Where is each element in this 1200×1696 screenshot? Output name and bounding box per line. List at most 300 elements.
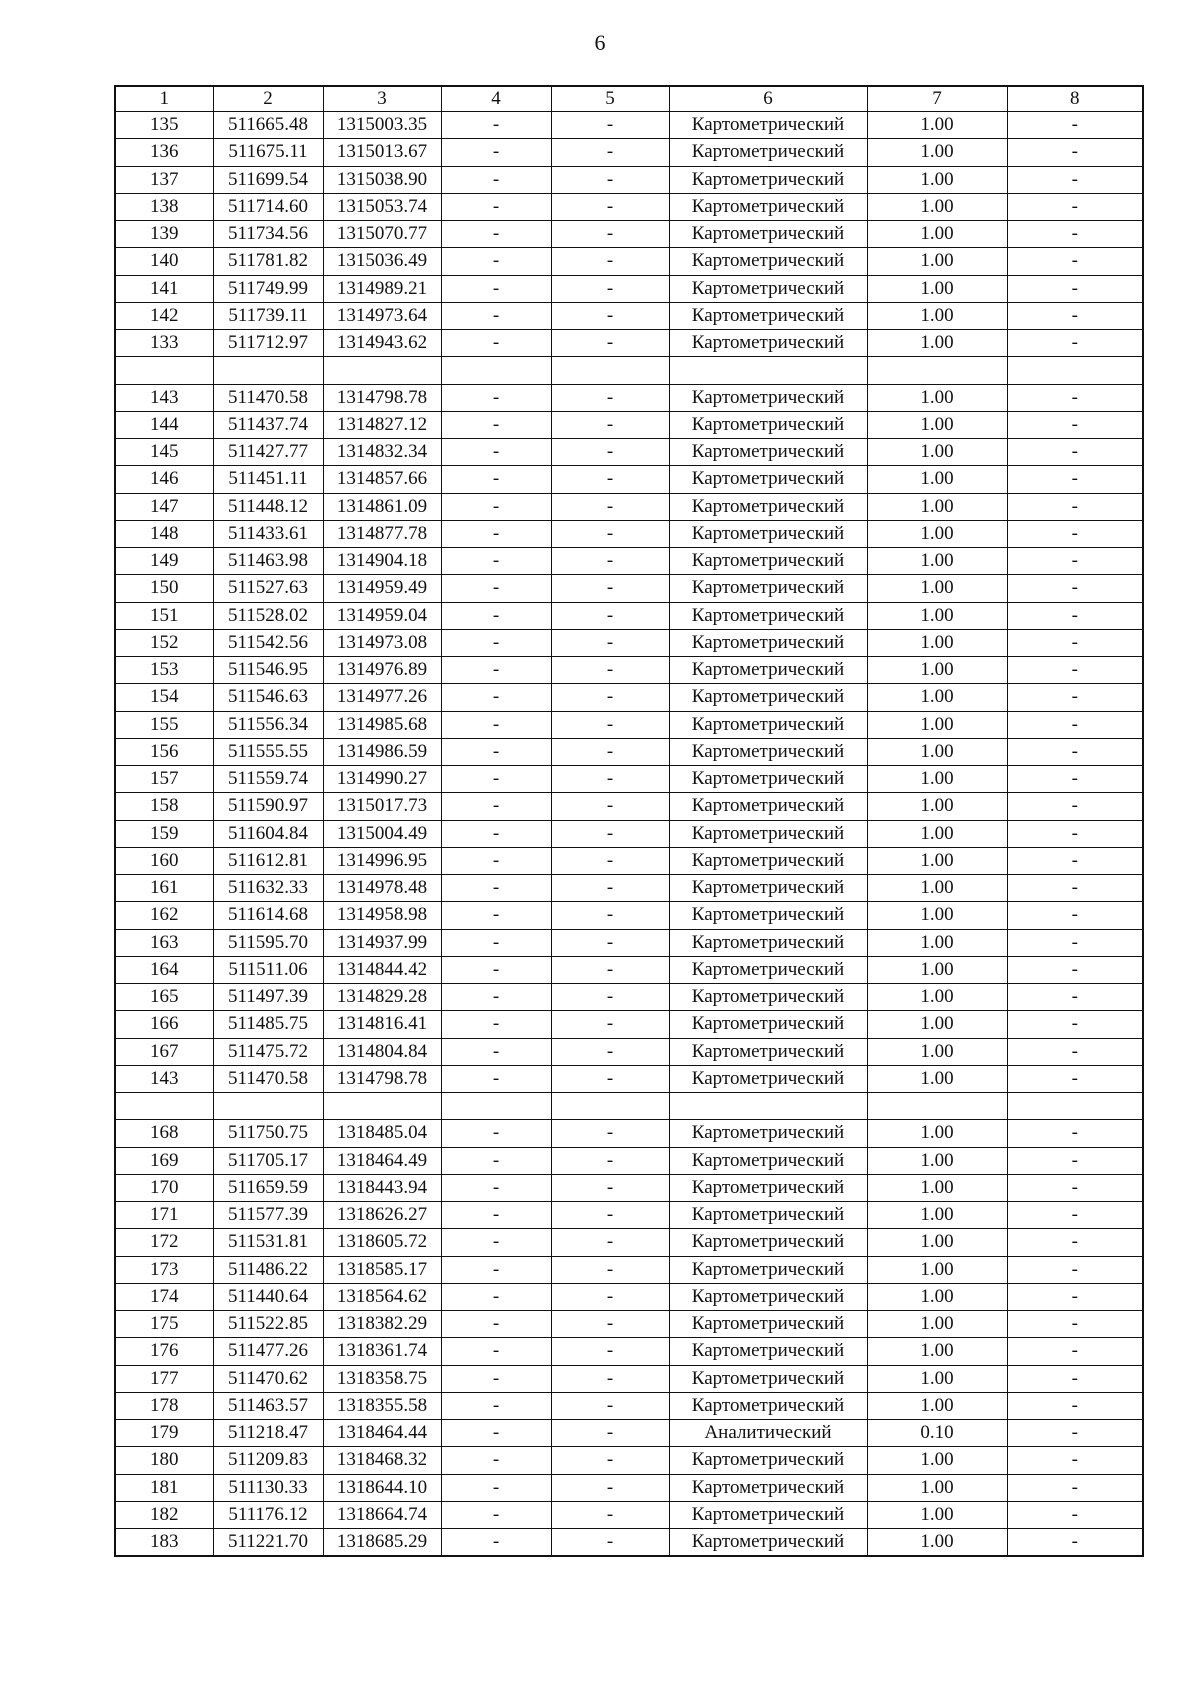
method-cell: Картометрический: [669, 1147, 867, 1174]
column-8-cell: -: [1007, 575, 1143, 602]
table-row: [115, 302, 1143, 329]
column-8-cell: -: [1007, 1120, 1143, 1147]
column-5-cell: -: [551, 1147, 669, 1174]
x-coordinate-cell: 511475.72: [213, 1038, 323, 1065]
column-4-cell: -: [441, 493, 551, 520]
point-number-cell: 135: [115, 112, 213, 139]
accuracy-cell: 1.00: [867, 1120, 1007, 1147]
accuracy-cell: 1.00: [867, 139, 1007, 166]
point-number-cell: 155: [115, 711, 213, 738]
column-4-cell: -: [441, 902, 551, 929]
accuracy-cell: 1.00: [867, 112, 1007, 139]
column-5-cell: -: [551, 1420, 669, 1447]
column-5-cell: -: [551, 302, 669, 329]
y-coordinate-cell: 1314943.62: [323, 330, 441, 357]
point-number-cell: 141: [115, 275, 213, 302]
method-cell: Картометрический: [669, 1365, 867, 1392]
accuracy-cell: 1.00: [867, 1447, 1007, 1474]
table-row: [115, 139, 1143, 166]
column-8-cell: -: [1007, 684, 1143, 711]
point-number-cell: 140: [115, 248, 213, 275]
accuracy-cell: 1.00: [867, 1038, 1007, 1065]
column-8-cell: -: [1007, 956, 1143, 983]
method-cell: Картометрический: [669, 1311, 867, 1338]
table-header-row: [115, 86, 1143, 112]
column-4-cell: -: [441, 411, 551, 438]
y-coordinate-cell: 1315004.49: [323, 820, 441, 847]
column-8-cell: -: [1007, 193, 1143, 220]
method-cell: Картометрический: [669, 793, 867, 820]
y-coordinate-cell: 1314857.66: [323, 466, 441, 493]
column-8-cell: -: [1007, 1392, 1143, 1419]
method-cell: Картометрический: [669, 520, 867, 547]
column-8-cell: -: [1007, 1065, 1143, 1092]
method-cell: Картометрический: [669, 1501, 867, 1528]
table-row: [115, 221, 1143, 248]
y-coordinate-cell: 1315038.90: [323, 166, 441, 193]
method-cell: Картометрический: [669, 439, 867, 466]
table-row: [115, 1365, 1143, 1392]
column-4-cell: -: [441, 1256, 551, 1283]
table-row: [115, 575, 1143, 602]
y-coordinate-cell: 1314798.78: [323, 1065, 441, 1092]
accuracy-cell: 1.00: [867, 548, 1007, 575]
point-number-cell: 147: [115, 493, 213, 520]
method-cell: Картометрический: [669, 1011, 867, 1038]
point-number-cell: 175: [115, 1311, 213, 1338]
accuracy-cell: 1.00: [867, 629, 1007, 656]
y-coordinate-cell: 1314973.08: [323, 629, 441, 656]
y-coordinate-cell: 1314986.59: [323, 738, 441, 765]
point-number-cell: 168: [115, 1120, 213, 1147]
header-cell: 6: [669, 86, 867, 112]
method-cell: Картометрический: [669, 575, 867, 602]
method-cell: [669, 357, 867, 384]
method-cell: Картометрический: [669, 711, 867, 738]
y-coordinate-cell: 1314829.28: [323, 984, 441, 1011]
y-coordinate-cell: 1318485.04: [323, 1120, 441, 1147]
y-coordinate-cell: 1315013.67: [323, 139, 441, 166]
accuracy-cell: 1.00: [867, 1256, 1007, 1283]
column-8-cell: -: [1007, 384, 1143, 411]
table-row: [115, 1202, 1143, 1229]
method-cell: Картометрический: [669, 275, 867, 302]
column-5-cell: -: [551, 112, 669, 139]
table-row: [115, 1065, 1143, 1092]
column-5-cell: -: [551, 384, 669, 411]
column-4-cell: -: [441, 112, 551, 139]
y-coordinate-cell: 1318358.75: [323, 1365, 441, 1392]
table-row: [115, 847, 1143, 874]
method-cell: Картометрический: [669, 1447, 867, 1474]
y-coordinate-cell: 1318464.44: [323, 1420, 441, 1447]
accuracy-cell: [867, 1093, 1007, 1120]
accuracy-cell: 1.00: [867, 1283, 1007, 1310]
column-5-cell: -: [551, 738, 669, 765]
column-4-cell: [441, 357, 551, 384]
accuracy-cell: 1.00: [867, 875, 1007, 902]
column-4-cell: -: [441, 466, 551, 493]
point-number-cell: 179: [115, 1420, 213, 1447]
column-8-cell: -: [1007, 1174, 1143, 1201]
y-coordinate-cell: 1318626.27: [323, 1202, 441, 1229]
table-row: [115, 766, 1143, 793]
x-coordinate-cell: 511427.77: [213, 439, 323, 466]
column-5-cell: -: [551, 275, 669, 302]
y-coordinate-cell: 1314904.18: [323, 548, 441, 575]
x-coordinate-cell: 511433.61: [213, 520, 323, 547]
y-coordinate-cell: 1314959.49: [323, 575, 441, 602]
x-coordinate-cell: 511448.12: [213, 493, 323, 520]
point-number-cell: 143: [115, 1065, 213, 1092]
column-5-cell: -: [551, 1529, 669, 1557]
x-coordinate-cell: 511577.39: [213, 1202, 323, 1229]
accuracy-cell: 1.00: [867, 929, 1007, 956]
method-cell: Картометрический: [669, 929, 867, 956]
column-8-cell: [1007, 1093, 1143, 1120]
table-row: [115, 520, 1143, 547]
column-4-cell: -: [441, 1447, 551, 1474]
accuracy-cell: 1.00: [867, 466, 1007, 493]
table-row: [115, 493, 1143, 520]
column-4-cell: -: [441, 548, 551, 575]
point-number-cell: 159: [115, 820, 213, 847]
x-coordinate-cell: 511528.02: [213, 602, 323, 629]
accuracy-cell: 1.00: [867, 330, 1007, 357]
point-number-cell: 139: [115, 221, 213, 248]
column-5-cell: -: [551, 575, 669, 602]
accuracy-cell: 1.00: [867, 657, 1007, 684]
column-8-cell: -: [1007, 439, 1143, 466]
column-8-cell: -: [1007, 466, 1143, 493]
column-8-cell: -: [1007, 112, 1143, 139]
method-cell: Картометрический: [669, 112, 867, 139]
column-5-cell: -: [551, 1038, 669, 1065]
x-coordinate-cell: 511559.74: [213, 766, 323, 793]
column-5-cell: -: [551, 166, 669, 193]
table-row: [115, 984, 1143, 1011]
point-number-cell: 151: [115, 602, 213, 629]
column-4-cell: -: [441, 1311, 551, 1338]
column-5-cell: -: [551, 766, 669, 793]
x-coordinate-cell: 511675.11: [213, 139, 323, 166]
x-coordinate-cell: 511556.34: [213, 711, 323, 738]
y-coordinate-cell: 1314958.98: [323, 902, 441, 929]
method-cell: Картометрический: [669, 248, 867, 275]
column-8-cell: [1007, 357, 1143, 384]
column-4-cell: -: [441, 711, 551, 738]
column-8-cell: -: [1007, 330, 1143, 357]
column-4-cell: -: [441, 575, 551, 602]
accuracy-cell: 1.00: [867, 439, 1007, 466]
accuracy-cell: 1.00: [867, 275, 1007, 302]
y-coordinate-cell: 1314978.48: [323, 875, 441, 902]
column-5-cell: -: [551, 221, 669, 248]
x-coordinate-cell: 511451.11: [213, 466, 323, 493]
y-coordinate-cell: 1314996.95: [323, 847, 441, 874]
x-coordinate-cell: 511470.58: [213, 384, 323, 411]
header-cell: 2: [213, 86, 323, 112]
x-coordinate-cell: 511612.81: [213, 847, 323, 874]
y-coordinate-cell: 1314937.99: [323, 929, 441, 956]
column-5-cell: -: [551, 657, 669, 684]
column-8-cell: -: [1007, 139, 1143, 166]
point-number-cell: 177: [115, 1365, 213, 1392]
x-coordinate-cell: 511522.85: [213, 1311, 323, 1338]
column-4-cell: -: [441, 1174, 551, 1201]
point-number-cell: 182: [115, 1501, 213, 1528]
y-coordinate-cell: 1315070.77: [323, 221, 441, 248]
x-coordinate-cell: 511477.26: [213, 1338, 323, 1365]
method-cell: Картометрический: [669, 548, 867, 575]
table-row: [115, 1501, 1143, 1528]
column-8-cell: -: [1007, 548, 1143, 575]
column-4-cell: -: [441, 1365, 551, 1392]
column-5-cell: -: [551, 1065, 669, 1092]
column-8-cell: -: [1007, 875, 1143, 902]
table-row: [115, 793, 1143, 820]
accuracy-cell: 1.00: [867, 1338, 1007, 1365]
column-5-cell: -: [551, 1256, 669, 1283]
y-coordinate-cell: 1314985.68: [323, 711, 441, 738]
column-8-cell: -: [1007, 629, 1143, 656]
table-row: [115, 166, 1143, 193]
y-coordinate-cell: 1314861.09: [323, 493, 441, 520]
method-cell: Картометрический: [669, 1256, 867, 1283]
table-row: [115, 929, 1143, 956]
x-coordinate-cell: 511734.56: [213, 221, 323, 248]
accuracy-cell: 1.00: [867, 711, 1007, 738]
point-number-cell: 137: [115, 166, 213, 193]
y-coordinate-cell: 1314827.12: [323, 411, 441, 438]
column-4-cell: -: [441, 1392, 551, 1419]
point-number-cell: 133: [115, 330, 213, 357]
x-coordinate-cell: 511699.54: [213, 166, 323, 193]
method-cell: Картометрический: [669, 1474, 867, 1501]
method-cell: Картометрический: [669, 766, 867, 793]
header-cell: 8: [1007, 86, 1143, 112]
column-5-cell: -: [551, 984, 669, 1011]
column-5-cell: -: [551, 1474, 669, 1501]
point-number-cell: 136: [115, 139, 213, 166]
x-coordinate-cell: 511705.17: [213, 1147, 323, 1174]
column-4-cell: -: [441, 1529, 551, 1557]
y-coordinate-cell: 1314990.27: [323, 766, 441, 793]
method-cell: Картометрический: [669, 847, 867, 874]
column-4-cell: -: [441, 193, 551, 220]
column-8-cell: -: [1007, 1229, 1143, 1256]
table-row: [115, 1093, 1143, 1120]
column-5-cell: -: [551, 820, 669, 847]
method-cell: Картометрический: [669, 902, 867, 929]
method-cell: Картометрический: [669, 657, 867, 684]
column-8-cell: -: [1007, 984, 1143, 1011]
method-cell: Картометрический: [669, 411, 867, 438]
column-5-cell: -: [551, 520, 669, 547]
x-coordinate-cell: 511470.58: [213, 1065, 323, 1092]
accuracy-cell: 1.00: [867, 575, 1007, 602]
x-coordinate-cell: 511221.70: [213, 1529, 323, 1557]
x-coordinate-cell: 511739.11: [213, 302, 323, 329]
table-row: [115, 956, 1143, 983]
column-4-cell: -: [441, 766, 551, 793]
column-5-cell: -: [551, 1174, 669, 1201]
y-coordinate-cell: [323, 357, 441, 384]
accuracy-cell: 1.00: [867, 602, 1007, 629]
table-row: [115, 820, 1143, 847]
column-8-cell: -: [1007, 1011, 1143, 1038]
column-4-cell: -: [441, 847, 551, 874]
table-row: [115, 875, 1143, 902]
table-row: [115, 1392, 1143, 1419]
x-coordinate-cell: 511470.62: [213, 1365, 323, 1392]
accuracy-cell: 1.00: [867, 1174, 1007, 1201]
column-8-cell: -: [1007, 929, 1143, 956]
x-coordinate-cell: 511665.48: [213, 112, 323, 139]
column-8-cell: -: [1007, 1474, 1143, 1501]
accuracy-cell: 1.00: [867, 193, 1007, 220]
table-row: [115, 1256, 1143, 1283]
x-coordinate-cell: 511659.59: [213, 1174, 323, 1201]
y-coordinate-cell: 1318464.49: [323, 1147, 441, 1174]
column-8-cell: -: [1007, 248, 1143, 275]
column-5-cell: -: [551, 1338, 669, 1365]
x-coordinate-cell: 511218.47: [213, 1420, 323, 1447]
column-8-cell: -: [1007, 493, 1143, 520]
column-5-cell: -: [551, 411, 669, 438]
y-coordinate-cell: 1318685.29: [323, 1529, 441, 1557]
table-row: [115, 248, 1143, 275]
accuracy-cell: 1.00: [867, 738, 1007, 765]
y-coordinate-cell: 1314973.64: [323, 302, 441, 329]
x-coordinate-cell: 511546.95: [213, 657, 323, 684]
column-5-cell: -: [551, 493, 669, 520]
table-row: [115, 193, 1143, 220]
point-number-cell: 166: [115, 1011, 213, 1038]
header-cell: 5: [551, 86, 669, 112]
point-number-cell: 167: [115, 1038, 213, 1065]
table-body: [115, 86, 1143, 1556]
column-4-cell: -: [441, 330, 551, 357]
column-4-cell: -: [441, 1474, 551, 1501]
accuracy-cell: 1.00: [867, 1474, 1007, 1501]
point-number-cell: 150: [115, 575, 213, 602]
column-5-cell: [551, 1093, 669, 1120]
x-coordinate-cell: 511542.56: [213, 629, 323, 656]
accuracy-cell: 1.00: [867, 1202, 1007, 1229]
x-coordinate-cell: 511511.06: [213, 956, 323, 983]
accuracy-cell: 1.00: [867, 1392, 1007, 1419]
column-4-cell: -: [441, 1120, 551, 1147]
column-5-cell: -: [551, 193, 669, 220]
table-row: [115, 1038, 1143, 1065]
method-cell: Картометрический: [669, 984, 867, 1011]
y-coordinate-cell: 1314977.26: [323, 684, 441, 711]
x-coordinate-cell: 511463.57: [213, 1392, 323, 1419]
table-row: [115, 711, 1143, 738]
method-cell: Картометрический: [669, 738, 867, 765]
column-8-cell: -: [1007, 275, 1143, 302]
column-5-cell: -: [551, 1365, 669, 1392]
column-8-cell: -: [1007, 302, 1143, 329]
column-4-cell: -: [441, 1229, 551, 1256]
column-5-cell: -: [551, 929, 669, 956]
column-8-cell: -: [1007, 1447, 1143, 1474]
accuracy-cell: 1.00: [867, 766, 1007, 793]
x-coordinate-cell: 511437.74: [213, 411, 323, 438]
x-coordinate-cell: 511632.33: [213, 875, 323, 902]
y-coordinate-cell: 1314816.41: [323, 1011, 441, 1038]
column-5-cell: -: [551, 1229, 669, 1256]
y-coordinate-cell: 1318355.58: [323, 1392, 441, 1419]
method-cell: Картометрический: [669, 684, 867, 711]
column-8-cell: -: [1007, 1283, 1143, 1310]
column-8-cell: -: [1007, 738, 1143, 765]
column-5-cell: -: [551, 330, 669, 357]
table-row: [115, 1311, 1143, 1338]
column-5-cell: -: [551, 548, 669, 575]
column-8-cell: -: [1007, 847, 1143, 874]
table-row: [115, 411, 1143, 438]
column-4-cell: -: [441, 1038, 551, 1065]
x-coordinate-cell: 511714.60: [213, 193, 323, 220]
method-cell: Картометрический: [669, 139, 867, 166]
column-5-cell: -: [551, 629, 669, 656]
column-4-cell: -: [441, 929, 551, 956]
table-row: [115, 1174, 1143, 1201]
column-8-cell: -: [1007, 1038, 1143, 1065]
column-4-cell: -: [441, 1202, 551, 1229]
point-number-cell: 161: [115, 875, 213, 902]
header-cell: 3: [323, 86, 441, 112]
column-4-cell: -: [441, 984, 551, 1011]
accuracy-cell: 1.00: [867, 793, 1007, 820]
point-number-cell: 180: [115, 1447, 213, 1474]
point-number-cell: 142: [115, 302, 213, 329]
accuracy-cell: 1.00: [867, 384, 1007, 411]
column-5-cell: -: [551, 1392, 669, 1419]
method-cell: Картометрический: [669, 193, 867, 220]
column-4-cell: -: [441, 139, 551, 166]
accuracy-cell: 1.00: [867, 1365, 1007, 1392]
point-number-cell: 156: [115, 738, 213, 765]
column-4-cell: -: [441, 602, 551, 629]
column-8-cell: -: [1007, 166, 1143, 193]
point-number-cell: 172: [115, 1229, 213, 1256]
column-5-cell: -: [551, 1120, 669, 1147]
column-4-cell: -: [441, 738, 551, 765]
point-number-cell: 163: [115, 929, 213, 956]
column-4-cell: -: [441, 793, 551, 820]
accuracy-cell: 1.00: [867, 302, 1007, 329]
y-coordinate-cell: 1315003.35: [323, 112, 441, 139]
column-4-cell: -: [441, 520, 551, 547]
y-coordinate-cell: 1318585.17: [323, 1256, 441, 1283]
point-number-cell: 158: [115, 793, 213, 820]
accuracy-cell: 1.00: [867, 1229, 1007, 1256]
column-8-cell: -: [1007, 520, 1143, 547]
header-cell: 1: [115, 86, 213, 112]
method-cell: Картометрический: [669, 1065, 867, 1092]
table-row: [115, 112, 1143, 139]
column-5-cell: -: [551, 1311, 669, 1338]
y-coordinate-cell: 1315017.73: [323, 793, 441, 820]
x-coordinate-cell: 511614.68: [213, 902, 323, 929]
column-8-cell: -: [1007, 1147, 1143, 1174]
point-number-cell: 176: [115, 1338, 213, 1365]
y-coordinate-cell: 1315053.74: [323, 193, 441, 220]
accuracy-cell: 1.00: [867, 1311, 1007, 1338]
